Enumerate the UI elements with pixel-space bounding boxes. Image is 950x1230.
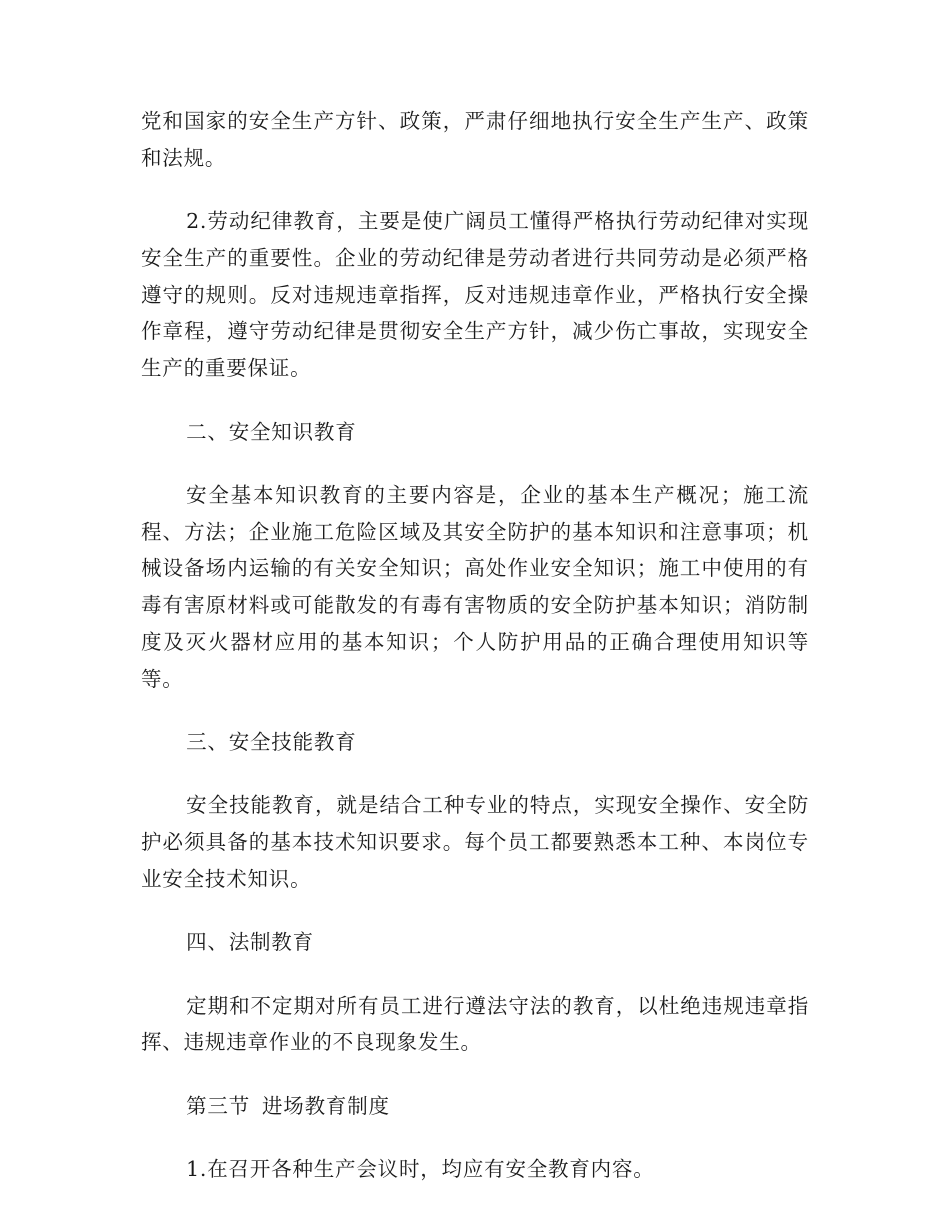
- paragraph-entry-item-1: 1.在召开各种生产会议时，均应有安全教育内容。: [186, 1157, 655, 1182]
- paragraph-safety-skills: 安全技能教育，就是结合工种专业的特点，实现安全操作、安全防护必须具备的基本技术知识要求。每个员工都要熟悉本工种、本岗位专业安全技术知识。: [141, 793, 809, 892]
- paragraph-legal-education: 定期和不定期对所有员工进行遵法守法的教育，以杜绝违规违章指挥、违规违章作业的不良现象发生。: [141, 993, 809, 1055]
- paragraph-labor-discipline: 2.劳动纪律教育，主要是使广阔员工懂得严格执行劳动纪律对实现安全生产的重要性。企业的劳动纪律是劳动者进行共同劳动是必须严格遵守的规则。反对违规违章指挥，反对违规违章作业，严格执行安全操作章程，遵守劳动纪律是贯彻安全生产方针，减少伤亡事故，实现安全生产的重要保证。: [141, 209, 809, 381]
- paragraph-continuation: 党和国家的安全生产方针、政策，严肃仔细地执行安全生产生产、政策和法规。: [141, 109, 809, 170]
- paragraph-safety-knowledge: 安全基本知识教育的主要内容是，企业的基本生产概况；施工流程、方法；企业施工危险区域及其安全防护的基本知识和注意事项；机械设备场内运输的有关安全知识；高处作业安全知识；施工中使用的有毒有害原材料或可能散发的有毒有害物质的安全防护基本知识；消防制度及灭火器材应用的基本知识；个人防护用品的正确合理使用知识等等。: [141, 482, 809, 691]
- document-body: [141, 103, 809, 1214]
- heading-safety-knowledge: 二、安全知识教育: [186, 419, 357, 444]
- section-title: [141, 1088, 809, 1125]
- heading-legal-education: 四、法制教育: [186, 930, 314, 955]
- section-number: 第三节: [186, 1093, 250, 1118]
- heading-safety-skills: 三、安全技能教育: [186, 730, 357, 755]
- section-title-text: 进场教育制度: [262, 1093, 390, 1118]
